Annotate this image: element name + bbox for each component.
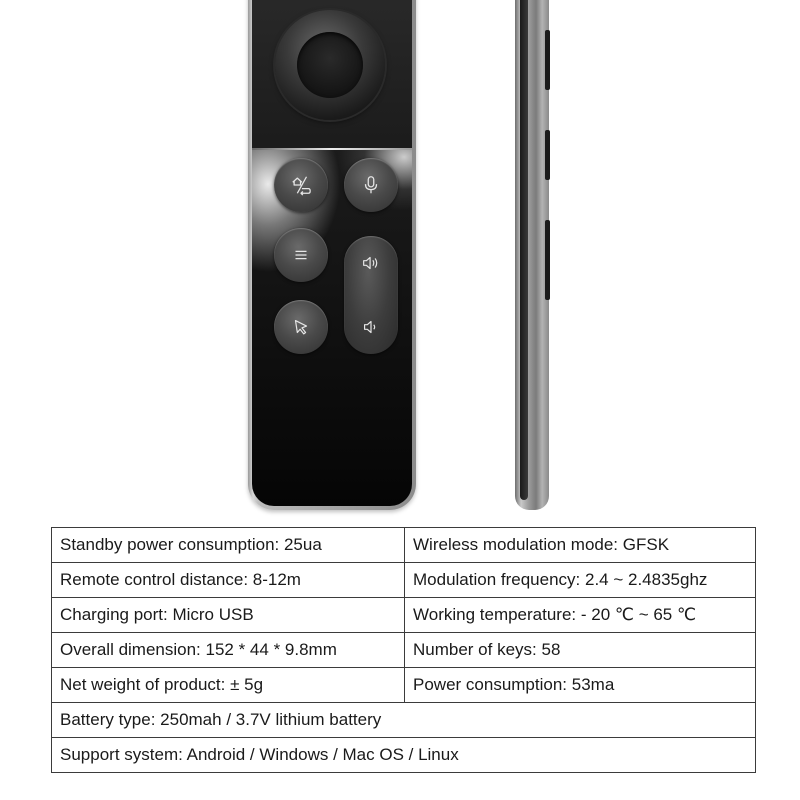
spec-cell: Charging port: Micro USB [52,598,405,633]
mouse-button [274,300,328,354]
menu-icon [290,244,312,266]
spec-row [52,563,756,598]
volume-up-icon [360,252,382,274]
dpad-center [297,32,363,98]
spec-row-full [52,738,756,773]
side-strip [520,0,528,500]
mouse-pointer-icon [290,316,312,338]
spec-cell: Net weight of product: ± 5g [52,668,405,703]
spec-row [52,633,756,668]
microphone-icon [360,174,382,196]
spec-row [52,598,756,633]
spec-row [52,668,756,703]
side-key [545,30,550,90]
dpad-ring [275,10,385,120]
volume-rocker [344,236,398,354]
voice-button [344,158,398,212]
volume-down-icon [360,316,382,338]
spec-cell: Remote control distance: 8-12m [52,563,405,598]
spec-row [52,528,756,563]
spec-cell: Standby power consumption: 25ua [52,528,405,563]
menu-button [274,228,328,282]
spec-cell: Overall dimension: 152 * 44 * 9.8mm [52,633,405,668]
spec-cell: Wireless modulation mode: GFSK [405,528,756,563]
remote-face [252,0,412,506]
spec-cell: Modulation frequency: 2.4 ~ 2.4835ghz [405,563,756,598]
home-back-button [274,158,328,212]
home-back-icon [290,174,312,196]
side-key [545,220,550,300]
spec-cell: Working temperature: - 20 ℃ ~ 65 ℃ [405,598,756,633]
spec-cell-full: Support system: Android / Windows / Mac OS / Linux [52,738,756,773]
spec-row-full [52,703,756,738]
spec-cell: Power consumption: 53ma [405,668,756,703]
remote-side-view [515,0,549,510]
spec-cell: Number of keys: 58 [405,633,756,668]
spec-table [51,527,756,773]
remote-front [248,0,416,510]
spec-cell-full: Battery type: 250mah / 3.7V lithium battery [52,703,756,738]
side-key [545,130,550,180]
face-seam [252,148,412,150]
